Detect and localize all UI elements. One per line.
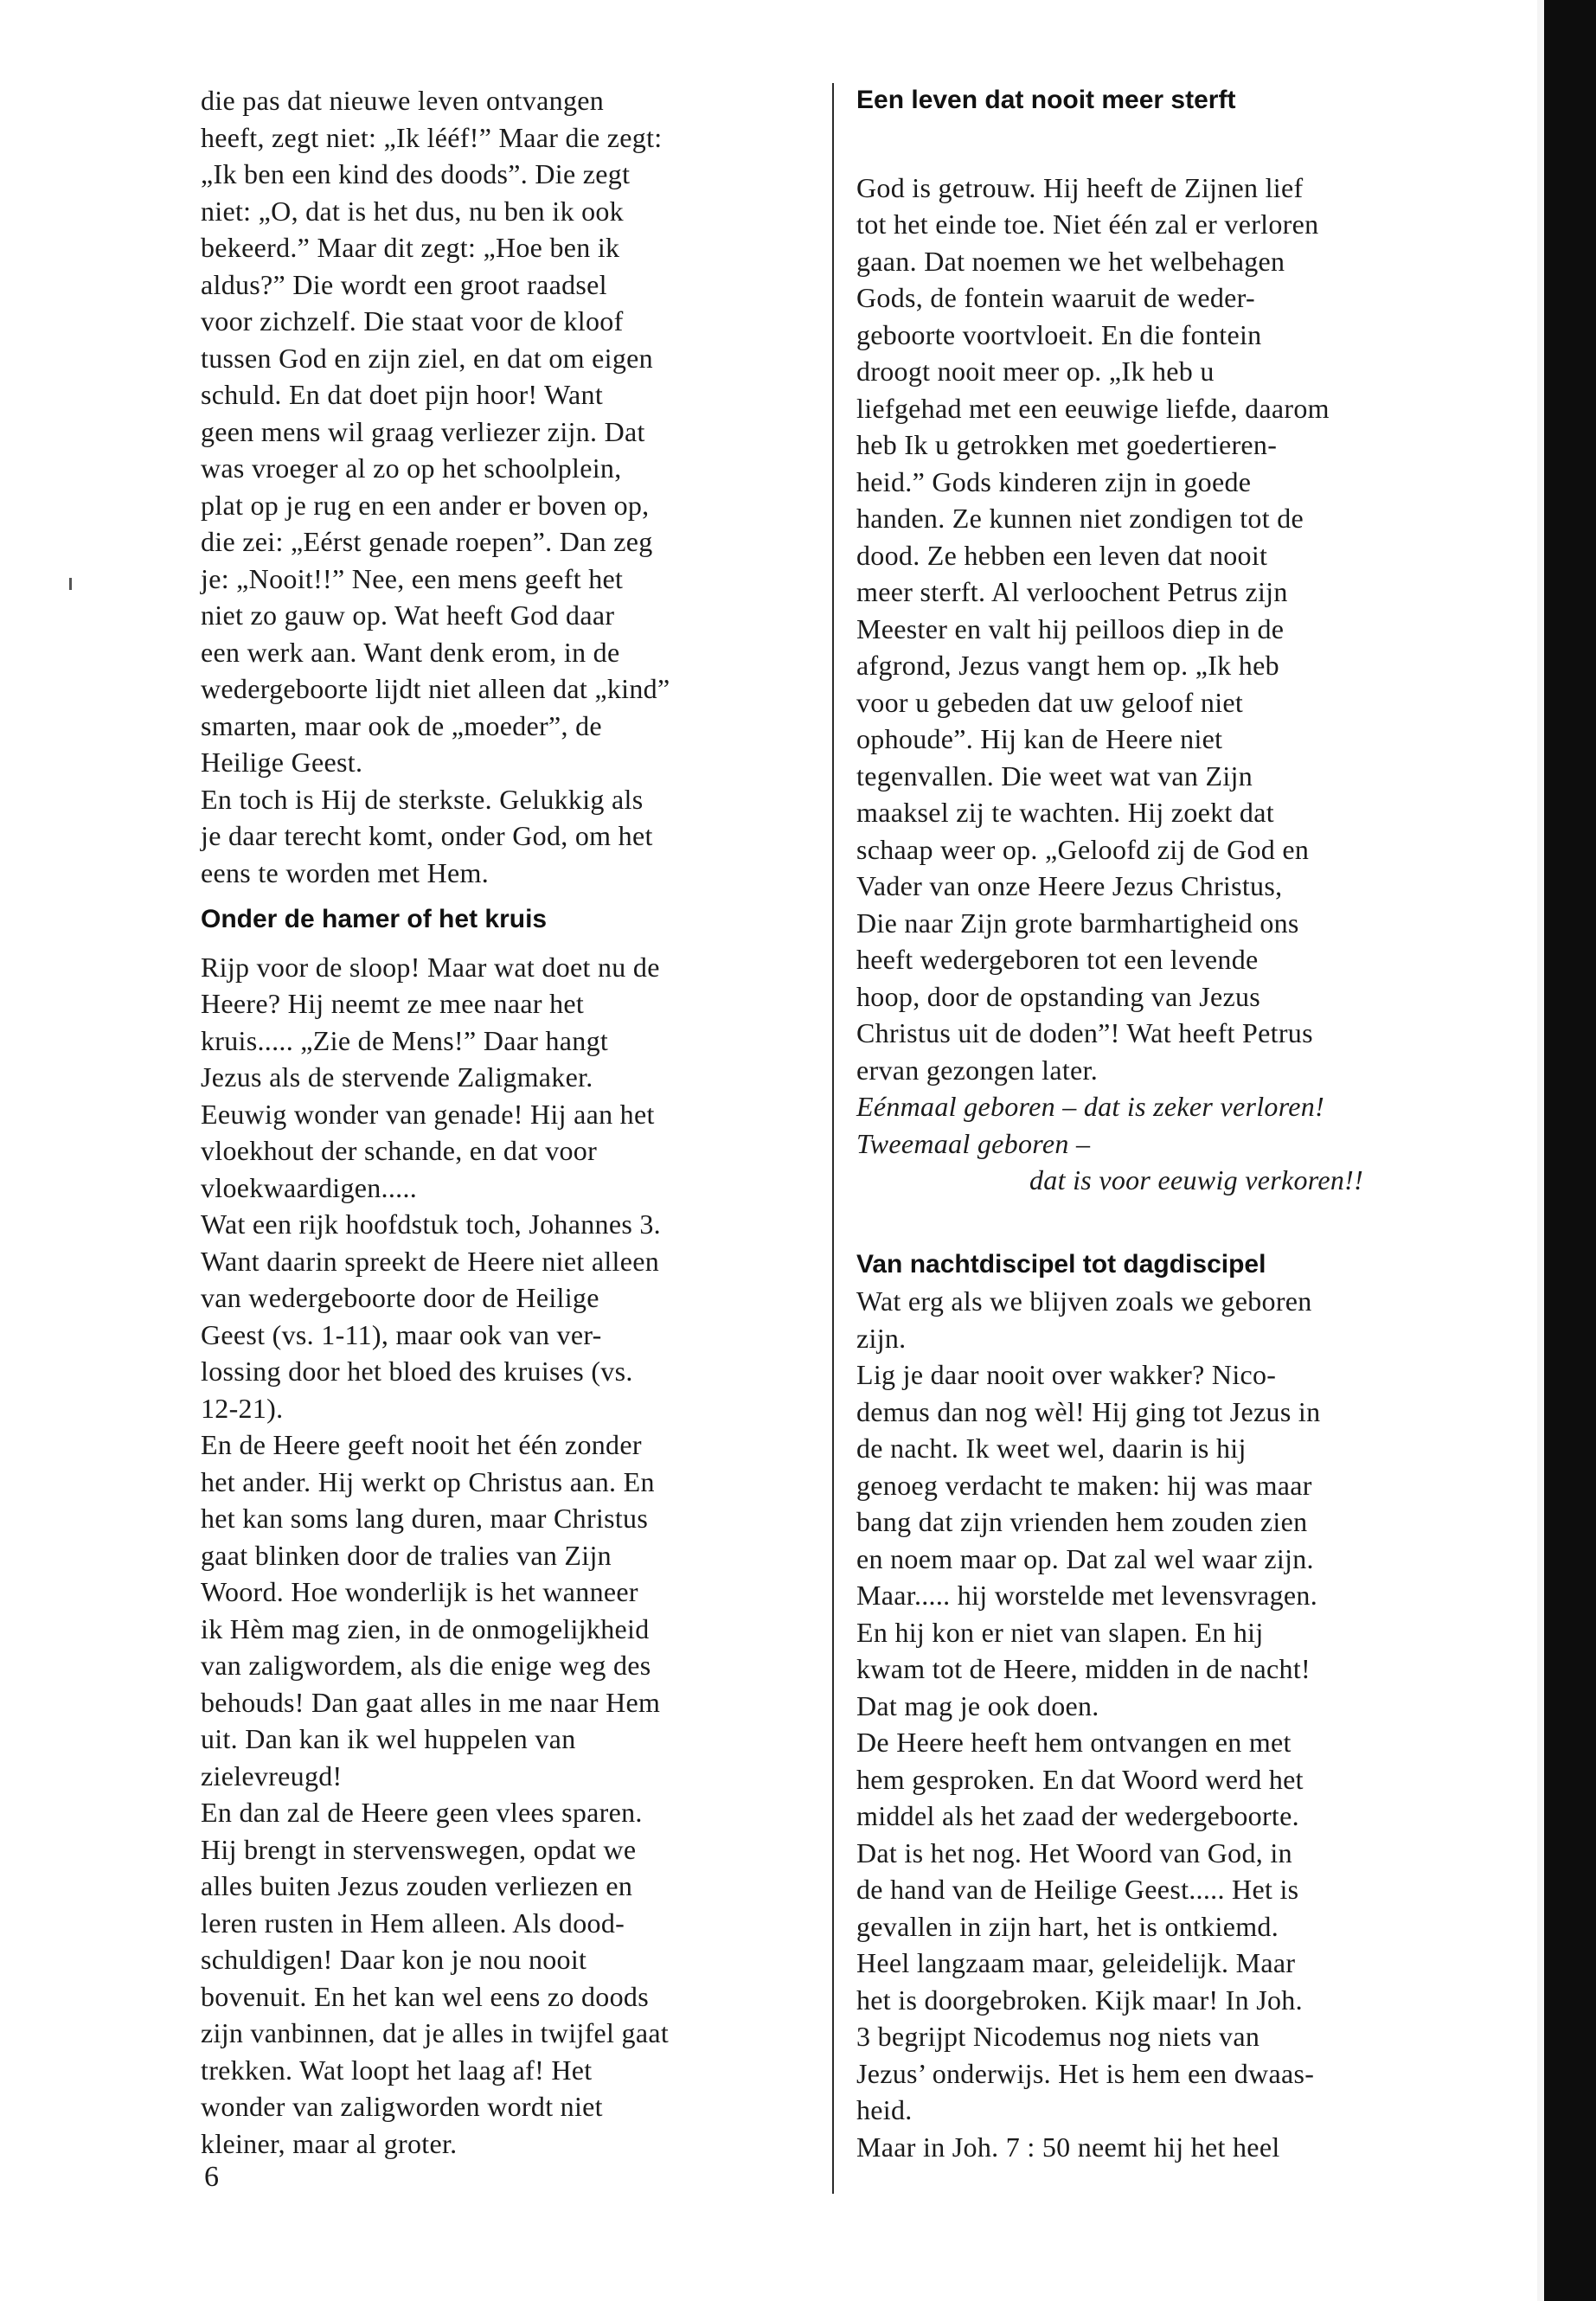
text-line: ik Hèm mag zien, in de onmogelijkheid [201,1612,650,1644]
column-divider [832,83,834,2194]
text-line: wonder van zaligworden wordt niet [201,2091,603,2122]
poem-block [856,1088,1479,1199]
text-line: zijn vanbinnen, dat je alles in twijfel gaat [201,2017,670,2048]
section-heading-een-leven: Een leven dat nooit meer sterft [856,86,1236,114]
text-line: Heere? Hij neemt ze mee naar het [201,988,585,1019]
text-line: gaan. Dat noemen we het welbehagen [856,245,1285,277]
scan-edge-gap [1537,0,1544,2301]
right-column [856,82,1479,2165]
text-line: alles buiten Jezus zouden verliezen en [201,1870,633,1901]
text-line: liefgehad met een eeuwige liefde, daarom [856,392,1330,424]
text-line: Die naar Zijn grote barmhartigheid ons [856,907,1299,939]
left-paragraph-1 [201,82,824,891]
text-line: bang dat zijn vrienden hem zouden zien [856,1506,1308,1537]
text-line: geboorte voortvloeit. En die fontein [856,318,1262,350]
text-line: leren rusten in Hem alleen. Als dood- [201,1907,625,1939]
text-line: Geest (vs. 1-11), maar ook van ver- [201,1318,602,1350]
text-line: schaap weer op. „Geloofd zij de God en [856,833,1310,865]
text-line: kleiner, maar al groter. [201,2127,458,2159]
scan-edge-shadow [1544,0,1596,2301]
text-line: de hand van de Heilige Geest..... Het is [856,1874,1299,1905]
text-line: schuld. En dat doet pijn hoor! Want [201,379,604,410]
text-line: afgrond, Jezus vangt hem op. „Ik heb [856,650,1279,681]
text-line: Rijp voor de sloop! Maar wat doet nu de [201,951,660,983]
text-line: Dat is het nog. Het Woord van God, in [856,1836,1292,1868]
text-line: maaksel zij te wachten. Hij zoekt dat [856,797,1274,828]
text-line: het is doorgebroken. Kijk maar! In Joh. [856,1984,1303,2016]
text-line: kruis..... „Zie de Mens!” Daar hangt [201,1024,609,1056]
text-line: en noem maar op. Dat zal wel waar zijn. [856,1542,1314,1574]
text-line: tot het einde toe. Niet één zal er verloren [856,208,1319,240]
text-line: Lig je daar nooit over wakker? Nico- [856,1359,1277,1390]
text-line: heeft, zegt niet: „Ik lééf!” Maar die zegt: [201,121,663,153]
text-line: ophoude”. Hij kan de Heere niet [856,723,1223,754]
text-line: En de Heere geeft nooit het één zonder [201,1429,642,1460]
left-column [201,82,824,2162]
text-line: geen mens wil graag verliezer zijn. Dat [201,415,645,447]
text-line: zielevreugd! [201,1759,343,1791]
text-line: Dat mag je ook doen. [856,1689,1099,1721]
poem-line-3: dat is voor eeuwig verkoren!! [1029,1164,1364,1195]
text-line: plat op je rug en een ander er boven op, [201,489,650,521]
text-line: tussen God en zijn ziel, en dat om eigen [201,342,653,374]
text-line: handen. Ze kunnen niet zondigen tot de [856,503,1304,534]
text-line: „Ik ben een kind des doods”. Die zegt [201,158,631,189]
text-line: ervan gezongen later. [856,1054,1099,1086]
text-line: Hij brengt in stervenswegen, opdat we [201,1833,637,1865]
text-line: Woord. Hoe wonderlijk is het wanneer [201,1576,638,1607]
text-line: voor zichzelf. Die staat voor de kloof [201,305,624,336]
left-paragraph-2 [201,949,824,2163]
text-line: God is getrouw. Hij heeft de Zijnen lief [856,171,1304,203]
text-line: behouds! Dan gaat alles in me naar Hem [201,1686,661,1718]
text-line: 3 begrijpt Nicodemus nog niets van [856,2021,1260,2052]
text-line: heeft wedergeboren tot een levende [856,944,1259,975]
text-line: de nacht. Ik weet wel, daarin is hij [856,1433,1247,1464]
text-line: schuldigen! Daar kon je nou nooit [201,1944,587,1975]
text-line: heid.” Gods kinderen zijn in goede [856,465,1252,497]
text-line: niet zo gauw op. Wat heeft God daar [201,599,615,631]
right-paragraph-2 [856,1283,1479,2165]
text-line: voor u gebeden dat uw geloof niet [856,686,1244,718]
text-line: een werk aan. Want denk erom, in de [201,636,620,668]
text-line: Meester en valt hij peilloos diep in de [856,612,1285,644]
right-paragraph-1 [856,170,1479,1089]
text-line: kwam tot de Heere, midden in de nacht! [856,1653,1311,1684]
text-line: Maar..... hij worstelde met levensvragen. [856,1580,1318,1611]
text-line: Wat erg als we blijven zoals we geboren [856,1285,1312,1317]
text-line: Gods, de fontein waaruit de weder- [856,282,1255,313]
text-line: vloekwaardigen..... [201,1171,418,1203]
text-line: tegenvallen. Die weet wat van Zijn [856,760,1253,792]
text-line: die pas dat nieuwe leven ontvangen [201,85,605,116]
text-line: gaat blinken door de tralies van Zijn [201,1539,612,1571]
text-line: eens te worden met Hem. [201,856,490,888]
text-line: je: „Nooit!!” Nee, een mens geeft het [201,562,624,594]
text-line: Want daarin spreekt de Heere niet alleen [201,1245,660,1277]
text-line: demus dan nog wèl! Hij ging tot Jezus in [856,1395,1321,1427]
text-line: Maar in Joh. 7 : 50 neemt hij het heel [856,2131,1280,2163]
text-line: van zaligwordem, als die enige weg des [201,1650,651,1681]
page-number: 6 [204,2161,219,2193]
text-line: 12-21). [201,1392,284,1424]
text-line: niet: „O, dat is het dus, nu ben ik ook [201,195,624,227]
text-line: middel als het zaad der wedergeboorte. [856,1800,1299,1831]
text-line: van wedergeboorte door de Heilige [201,1282,599,1313]
text-line: bekeerd.” Maar dit zegt: „Hoe ben ik [201,232,620,263]
text-line: Heel langzaam maar, geleidelijk. Maar [856,1947,1296,1978]
text-line: trekken. Wat loopt het laag af! Het [201,2054,593,2086]
text-line: smarten, maar ook de „moeder”, de [201,709,602,741]
text-line: De Heere heeft hem ontvangen en met [856,1727,1292,1758]
scan-artifact-mark [69,578,72,590]
text-line: bovenuit. En het kan wel eens zo doods [201,1980,649,2012]
poem-line-1: Eénmaal geboren – dat is zeker verloren! [856,1091,1325,1122]
text-line: genoeg verdacht te maken: hij was maar [856,1469,1312,1501]
text-line: je daar terecht komt, onder God, om het [201,820,653,851]
text-line: dood. Ze hebben een leven dat nooit [856,539,1268,571]
text-line: uit. Dan kan ik wel huppelen van [201,1723,576,1754]
text-line: Christus uit de doden”! Wat heeft Petrus [856,1017,1313,1048]
poem-line-2: Tweemaal geboren – [856,1127,1091,1159]
text-line: gevallen in zijn hart, het is ontkiemd. [856,1910,1279,1942]
text-line: hoop, door de opstanding van Jezus [856,980,1261,1012]
text-line: het kan soms lang duren, maar Christus [201,1503,649,1534]
text-line: Jezus als de stervende Zaligmaker. [201,1061,593,1093]
text-line: En hij kon er niet van slapen. En hij [856,1616,1264,1648]
section-heading-onder-de-hamer: Onder de hamer of het kruis [201,905,548,933]
text-line: die zei: „Eérst genade roepen”. Dan zeg [201,526,653,557]
text-line: Vader van onze Heere Jezus Christus, [856,870,1283,901]
text-line: aldus?” Die wordt een groot raadsel [201,268,607,300]
text-line: het ander. Hij werkt op Christus aan. En [201,1465,655,1497]
text-line: Jezus’ onderwijs. Het is hem een dwaas- [856,2057,1315,2089]
text-line: Wat een rijk hoofdstuk toch, Johannes 3. [201,1208,661,1240]
text-line: En dan zal de Heere geen vlees sparen. [201,1797,643,1828]
text-line: heb Ik u getrokken met goedertieren- [856,429,1278,460]
text-line: vloekhout der schande, en dat voor [201,1135,598,1166]
text-line: wedergeboorte lijdt niet alleen dat „kind” [201,673,670,704]
text-line: Eeuwig wonder van genade! Hij aan het [201,1098,655,1130]
text-line: hem gesproken. En dat Woord werd het [856,1763,1304,1795]
text-line: meer sterft. Al verloochent Petrus zijn [856,576,1288,607]
text-line: zijn. [856,1322,907,1354]
text-line: heid. [856,2094,913,2125]
text-line: Heilige Geest. [201,747,363,778]
text-line: droogt nooit meer op. „Ik heb u [856,356,1215,387]
text-line: En toch is Hij de sterkste. Gelukkig als [201,783,644,815]
text-line: lossing door het bloed des kruises (vs. [201,1356,633,1387]
section-heading-van-nachtdiscipel: Van nachtdiscipel tot dagdiscipel [856,1249,1266,1279]
text-line: was vroeger al zo op het schoolplein, [201,452,622,484]
